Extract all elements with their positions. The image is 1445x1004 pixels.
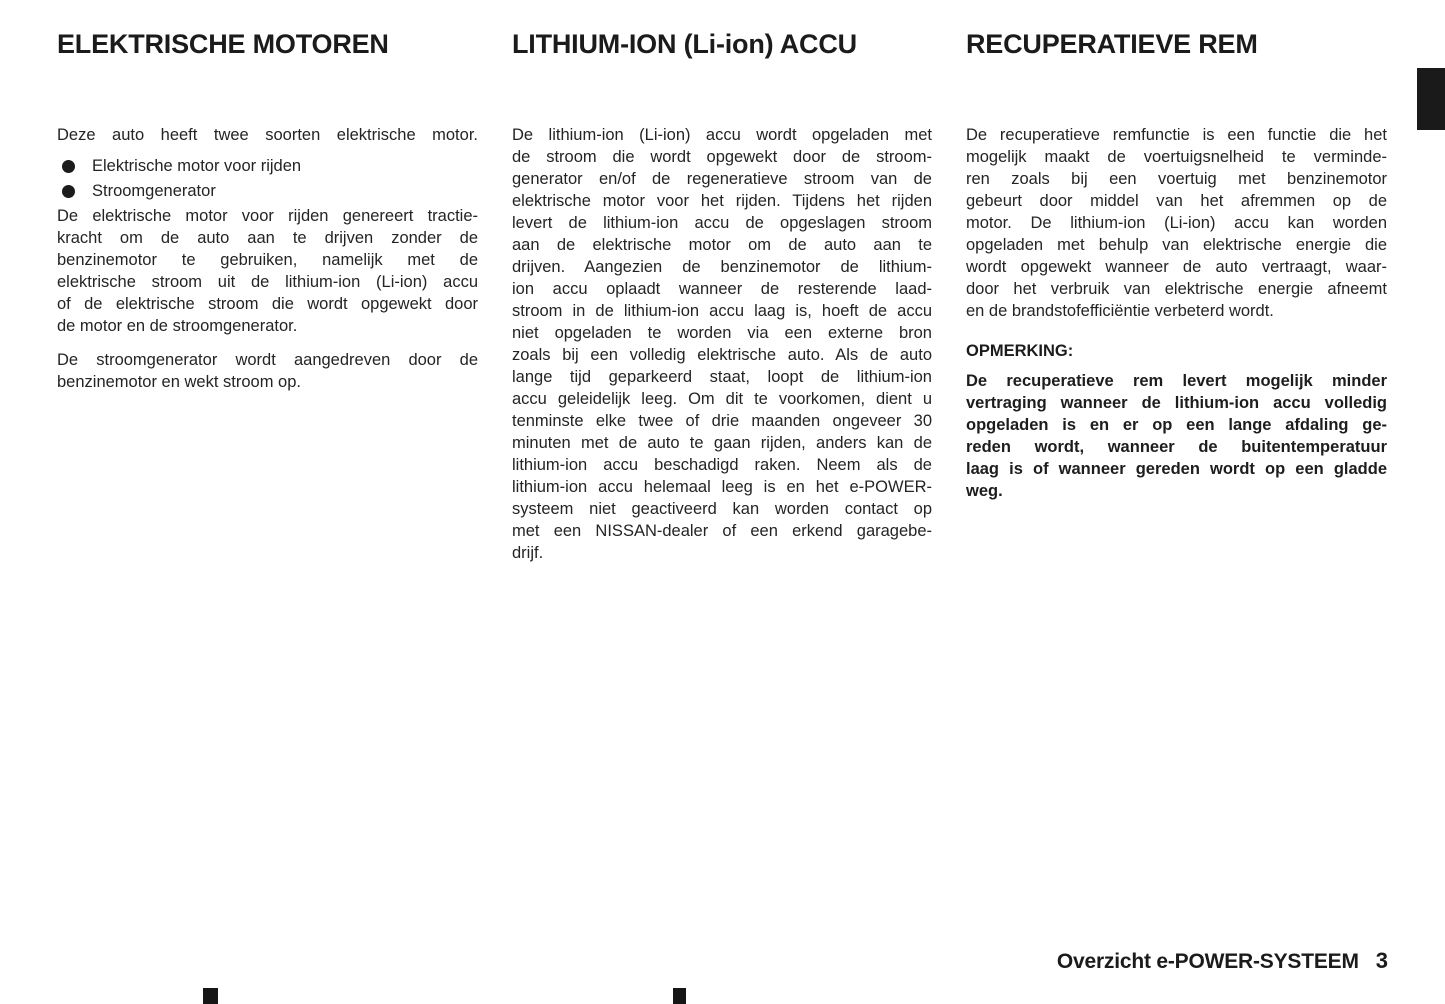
text-line: systeem niet geactiveerd kan worden contact op xyxy=(512,500,932,518)
text-line: laag is of wanneer gereden wordt op een gladde xyxy=(966,460,1387,478)
list-item xyxy=(57,154,478,179)
text-line: ion accu oplaadt wanneer de resterende laad- xyxy=(512,280,932,298)
fold-marker-left xyxy=(203,988,218,1004)
bullet-list xyxy=(57,154,478,204)
text-line: accu geleidelijk leeg. Om dit te voorkomen, dient u xyxy=(512,390,932,408)
text-line: opgeladen is en er op een lange afdaling ge- xyxy=(966,416,1387,434)
text-line: lange tijd geparkeerd staat, loopt de lithium-ion xyxy=(512,368,932,386)
text-line: reden wordt, wanneer de buitentemperatuur xyxy=(966,438,1387,456)
page-footer xyxy=(1057,948,1388,974)
paragraph xyxy=(57,349,478,393)
text-line: drijven. Aangezien de benzinemotor de lithium- xyxy=(512,258,932,276)
note-paragraph xyxy=(966,370,1387,502)
text-line: stroom in de lithium-ion accu laag is, hoeft de accu xyxy=(512,302,932,320)
column-elektrische-motoren xyxy=(57,28,478,393)
text-line: lithium-ion accu beschadigd raken. Neem als de xyxy=(512,456,932,474)
text-line: elektrische stroom uit de lithium-ion (Li-ion) accu xyxy=(57,273,478,291)
paragraph xyxy=(512,124,932,564)
column-heading: LITHIUM-ION (Li-ion) ACCU xyxy=(512,29,857,59)
text-line: mogelijk maakt de voertuigsnelheid te verminde- xyxy=(966,148,1387,166)
column-lithium-ion-accu xyxy=(512,28,932,564)
text-line: De lithium-ion (Li-ion) accu wordt opgeladen met xyxy=(512,126,932,144)
note-heading: OPMERKING: xyxy=(966,342,1074,360)
fold-marker-center xyxy=(673,988,686,1004)
text-line: weg. xyxy=(966,482,1003,500)
paragraph xyxy=(57,205,478,337)
text-line: De recuperatieve rem levert mogelijk minder xyxy=(966,372,1387,390)
intro-line: Deze auto heeft twee soorten elektrische motor. xyxy=(57,126,478,144)
text-line: generator en/of de regeneratieve stroom van de xyxy=(512,170,932,188)
text-line: lithium-ion accu helemaal leeg is en het e-POWER- xyxy=(512,478,932,496)
section-tab-marker xyxy=(1417,68,1445,130)
text-line: vertraging wanneer de lithium-ion accu volledig xyxy=(966,394,1387,412)
text-line: elektrische motor voor het rijden. Tijdens het rijden xyxy=(512,192,932,210)
text-line: De recuperatieve remfunctie is een functie die het xyxy=(966,126,1387,144)
bullet-label: Elektrische motor voor rijden xyxy=(92,157,302,175)
column-heading: RECUPERATIEVE REM xyxy=(966,29,1258,59)
column-body xyxy=(57,124,478,393)
text-line: niet opgeladen te worden via een externe bron xyxy=(512,324,932,342)
text-line: en de brandstofefficiëntie verbeterd wordt. xyxy=(966,302,1274,320)
text-line: De elektrische motor voor rijden genereert tractie- xyxy=(57,207,478,225)
text-line: aan de elektrische motor om de auto aan te xyxy=(512,236,932,254)
text-line: levert de lithium-ion accu de opgeslagen stroom xyxy=(512,214,932,232)
text-line: gebeurt door middel van het afremmen op de xyxy=(966,192,1387,210)
text-line: wordt opgewekt wanneer de auto vertraagt, waar- xyxy=(966,258,1387,276)
list-item xyxy=(57,179,478,204)
paragraph xyxy=(966,124,1387,322)
bullet-label: Stroomgenerator xyxy=(92,182,216,200)
text-line: zoals bij een volledig elektrische auto. Als de auto xyxy=(512,346,932,364)
text-line: De stroomgenerator wordt aangedreven door de xyxy=(57,351,478,369)
text-line: ren zoals bij een voertuig met benzinemotor xyxy=(966,170,1387,188)
text-line: of de elektrische stroom die wordt opgewekt door xyxy=(57,295,478,313)
text-line: benzinemotor en wekt stroom op. xyxy=(57,373,301,391)
bullet-icon xyxy=(62,185,75,198)
column-heading: ELEKTRISCHE MOTOREN xyxy=(57,29,389,59)
text-line: kracht om de auto aan te drijven zonder de xyxy=(57,229,478,247)
bullet-icon xyxy=(62,160,75,173)
text-line: minuten met de auto te gaan rijden, anders kan de xyxy=(512,434,932,452)
column-recuperatieve-rem xyxy=(966,28,1387,502)
column-body xyxy=(512,124,932,564)
text-line: tenminste elke twee of drie maanden ongeveer 30 xyxy=(512,412,932,430)
text-line: motor. De lithium-ion (Li-ion) accu kan worden xyxy=(966,214,1387,232)
page-number: 3 xyxy=(1375,948,1388,973)
text-line: benzinemotor te gebruiken, namelijk met de xyxy=(57,251,478,269)
text-line: de stroom die wordt opgewekt door de stroom- xyxy=(512,148,932,166)
text-line: de motor en de stroomgenerator. xyxy=(57,317,298,335)
text-line: door het verbruik van elektrische energie afneemt xyxy=(966,280,1387,298)
text-line: opgeladen met behulp van elektrische energie die xyxy=(966,236,1387,254)
column-body xyxy=(966,124,1387,502)
text-line: met een NISSAN-dealer of een erkend garagebe- xyxy=(512,522,932,540)
footer-section-title: Overzicht e-POWER-SYSTEEM xyxy=(1056,950,1359,973)
text-line: drijf. xyxy=(512,544,544,562)
